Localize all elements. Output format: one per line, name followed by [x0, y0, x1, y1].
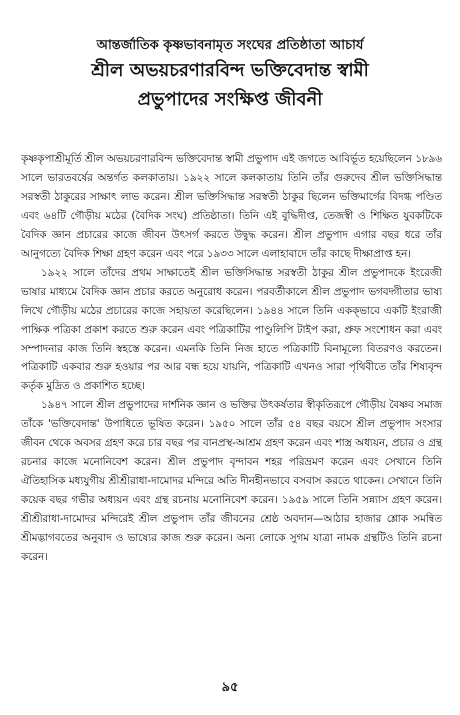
paragraph-1: কৃষ্ণকৃপাশ্রীমূর্তি শ্রীল অভয়চরণারবিন্দ ভক্তিবেদান্ত স্বামী প্রভুপাদ এই জগতে আবির্ভূত হয়েছিলেন ১৮৯৬ সালে ভারতবর্ষের অন্তর্গত কলকাতায়। ১৯২২ সালে কলকাতায় তিনি তাঁর গুরুদেব শ্রীল ভক্তিসিদ্ধান্ত সরস্বতী ঠাকুরের সাক্ষাৎ লাভ করেন। শ্রীল ভক্তিসিদ্ধান্ত সরস্বতী ঠাকুর ছিলেন ভক্তিমার্গের বিদগ্ধ পণ্ডিত এবং ৬৪টি গৌড়ীয় মঠের (বৈদিক সংঘ) প্রতিষ্ঠাতা। তিনি এই বুদ্ধিদীপ্ত, তেজস্বী ও শিক্ষিত যুবকটিকে বৈদিক জ্ঞান প্রচারের কাজে জীবন উৎসর্গ করতে উদ্বুদ্ধ করেন। শ্রীল প্রভুপাদ এগার বছর ধরে তাঁর আনুগত্যে বৈদিক শিক্ষা গ্রহণ করেন এবং পরে ১৯৩৩ সালে এলাহাবাদে তাঁর কাছে দীক্ষাপ্রাপ্ত হন। — [21, 153, 442, 260]
page-number: ৯৫ — [221, 680, 239, 695]
page-header — [0, 36, 460, 114]
title-line-2: প্রভুপাদের সংক্ষিপ্ত জীবনী — [137, 89, 323, 110]
body-text — [21, 150, 442, 567]
header-subtitle: আন্তর্জাতিক কৃষ্ণভাবনামৃত সংঘের প্রতিষ্ঠাতা আচার্য — [96, 38, 364, 53]
paragraph-2: ১৯২২ সালে তাঁদের প্রথম সাক্ষাতেই শ্রীল ভক্তিসিদ্ধান্ত সরস্বতী ঠাকুর শ্রীল প্রভুপাদকে ইংরেজী ভাষার মাধ্যমে বৈদিক জ্ঞান প্রচার করতে অনুরোধ করেন। পরবর্তীকালে শ্রীল প্রভুপাদ ভগবদ্গীতার ভাষ্য লিখে গৌড়ীয় মঠের প্রচারের কাজে সহায়তা করেছিলেন। ১৯৪৪ সালে তিনি একক্ভাবে একটি ইংরাজী পাক্ষিক পত্রিকা প্রকাশ করতে শুরু করেন এবং পত্রিকাটির পাণ্ডুলিপি টাইপ করা, প্রুফ সংশোধন করা এবং সম্পাদনার কাজ তিনি স্বহস্তে করেন। এমনকি তিনি নিজ হাতে পত্রিকাটি বিনামূল্যে বিতরণও করতেন। পত্রিকাটি একবার শুরু হওয়ার পর আর বন্ধ হয়ে যায়নি, পত্রিকাটি এখনও সারা পৃথিবীতে তাঁর শিষ্যবৃন্দ কর্তৃক মুদ্রিত ও প্রকাশিত হচ্ছে। — [21, 266, 442, 393]
paragraph-3: ১৯৪৭ সালে শ্রীল প্রভুপাদের দার্শনিক জ্ঞান ও ভক্তির উৎকর্ষতার স্বীকৃতিরূপে গৌড়ীয় বৈষ্ণব সমাজ তাঁকে 'ভক্তিবেদান্ত' উপাধিতে ভূষিত করেন। ১৯৫০ সালে তাঁর ৫৪ বছর বয়সে শ্রীল প্রভুপাদ সংসার জীবন থেকে অবসর গ্রহণ করে চার বছর পর বানপ্রস্থ-আশ্রম গ্রহণ করেন এবং শাস্ত্র অধ্যয়ন, প্রচার ও গ্রন্থ রচনার কাজে মনোনিবেশ করেন। শ্রীল প্রভুপাদ বৃন্দাবন শহর পরিভ্রমণ করেন এবং সেখানে তিনি ঐতিহাসিক মধ্যযুগীয় শ্রীশ্রীরাধা-দামোদর মন্দিরে অতি দীনহীনভাবে বসবাস করতে থাকেন। সেখানে তিনি কয়েক বছর গভীর অধ্যয়ন এবং গ্রন্থ রচনায় মনোনিবেশ করেন। ১৯৫৯ সালে তিনি সন্ন্যাস গ্রহণ করেন। শ্রীশ্রীরাধা-দামোদর মন্দিরেই শ্রীল প্রভুপাদ তাঁর জীবনের শ্রেষ্ঠ অবদান—আঠার হাজার শ্লোক সমন্বিত শ্রীমদ্ভাগবতের অনুবাদ ও ভাষ্যের কাজ শুরু করেন। অন্য লোকে সুগম যাত্রা নামক গ্রন্থটিও তিনি রচনা করেন। — [21, 399, 442, 564]
title-line-1: শ্রীল অভয়চরণারবিন্দ ভক্তিবেদান্ত স্বামী — [91, 60, 369, 81]
